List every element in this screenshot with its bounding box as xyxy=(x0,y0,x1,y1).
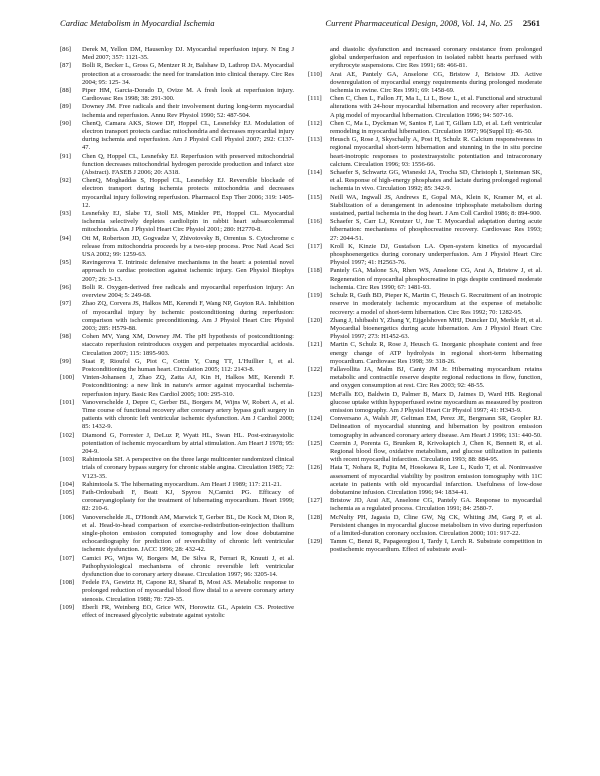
reference-entry xyxy=(308,267,542,292)
reference-entry xyxy=(60,259,294,284)
reference-text: Conversano A, Walsh JF, Geltman EM, Perez JE, Bergmann SR, Gropler RJ. Delineation of myocardial stunning and hibernation by positron emission tomography in advanced coronary artery disease. Am Heart J 1996; 131: 440-50. xyxy=(330,415,542,439)
reference-text: Heusch G, Rose J, Skyschally A, Post H, Schulz R. Calcium responsiveness in regional myocardial short-term hibernation and stunning in the in situ porcine heart-inotropic responses to postextrasystolic potentiation and intracoronary calcium. Circulation 1996; 93: 1556-66. xyxy=(330,136,542,168)
reference-number: [86] xyxy=(60,46,71,53)
reference-entry xyxy=(60,432,294,457)
reference-number: [126] xyxy=(308,464,323,472)
reference-entry xyxy=(308,95,542,120)
reference-entry xyxy=(60,399,294,432)
reference-number: [97] xyxy=(60,300,71,308)
reference-text: Cohen MV, Yang XM, Downey JM. The pH hypothesis of postconditioning: staccato reperfusion reintroduces oxygen and perpetuates myocardial acidosis. Circulation 2007; 115: 1895-903. xyxy=(82,333,294,357)
reference-number: [107] xyxy=(60,554,75,562)
reference-entry xyxy=(308,538,542,554)
reference-entry xyxy=(308,243,542,268)
journal-citation xyxy=(325,18,540,28)
reference-number: [87] xyxy=(60,62,71,70)
reference-text: Ravingerova T. Intrinsic defensive mechanisms in the heart: a potential novel approach to cardiac protection against ischemic injury. Gen Physiol Biophys 2007; 26: 3-13. xyxy=(82,259,294,283)
reference-entry xyxy=(60,62,294,87)
reference-number: [110] xyxy=(308,70,322,78)
left-reference-column xyxy=(60,46,294,620)
reference-text: Tamm C, Benzi R, Papageorgiou I, Tardy I, Lerch R. Substrate competition in postischemic myocardium. Effect of substrate avail- xyxy=(330,538,542,554)
reference-text: Schaefer S, Schwartz GG, Wisneski JA, Trocha SD, Christoph I, Steinman SK, et al. Response of high-energy phosphates and lactate during prolonged regional ischemia in vivo. Circulation 1992; 85: 342-9. xyxy=(330,169,542,193)
reference-entry xyxy=(60,153,294,178)
reference-text: Bolli R, Becker L, Gross G, Mentzer R Jr, Balshaw D, Lathrop DA. Myocardial protection at a crossroads: the need for translation into clinical therapy. Circ Res 2004; 95: 125- 34. xyxy=(82,62,294,86)
reference-entry xyxy=(60,481,294,489)
reference-text: Chen C, Ma L, Dyckman W, Santos F, Lai T, Gillam LD, et al. Left ventricular remodeling in myocardial hibernation. Circulation 1997; 96(Suppl II): 46-50. xyxy=(330,119,542,136)
reference-text: Arai AE, Pantely GA, Anselone CG, Bristow J, Bristow JD. Active downregulation of myocardial energy requirements during prolonged moderate ischemia in swine. Circ Res 1991; 69: 1458-69. xyxy=(330,70,542,95)
reference-entry xyxy=(308,341,542,366)
reference-number: [104] xyxy=(60,480,75,488)
reference-entry xyxy=(60,333,294,358)
reference-text: Neill WA, Ingwall JS, Andrews E, Gopal MA, Klein K, Kramer M, et al. Stabilization of a derangement in adenosine triphosphate metabolism during sustained, partial ischemia in the dog heart. J Am Coll Cardiol 1986; 8: 894-900. xyxy=(330,193,542,218)
reference-number: [106] xyxy=(60,513,75,521)
reference-entry xyxy=(60,46,294,62)
reference-number: [119] xyxy=(308,292,322,300)
reference-text: Zhang J, Ishibashi Y, Zhang Y, Eijgelshoven MHJ, Duncker DJ, Merkle H, et al. Myocardial bioenergetics during acute hibernation. Am J Physiol Heart Circ Physiol 1997; 273: H1452-63. xyxy=(330,316,542,341)
reference-entry xyxy=(60,300,294,333)
right-reference-column xyxy=(308,46,542,555)
reference-text: Bolli R. Oxygen-derived free radicals and myocardial reperfusion injury: An overview 2004; 5: 249-68. xyxy=(82,283,294,300)
reference-number: [128] xyxy=(308,513,323,521)
running-header xyxy=(60,18,540,32)
reference-number: [91] xyxy=(60,152,71,160)
reference-text: Fallavollita JA, Malm BJ, Canty JM Jr. Hibernating myocardium retains metabolic and contractile reserve despite regional reductions in flow, function, and oxygen consumption at rest. Circ Res 2003; 92: 48-55. xyxy=(330,365,542,390)
reference-entry xyxy=(60,456,294,481)
reference-text: Derek M, Yellon DM, Hausenloy DJ. Myocardial reperfusion injury. N Eng J Med 2007; 357: 1121-35. xyxy=(82,46,294,62)
reference-text: Eberli FR, Weinberg EO, Grice WN, Horowitz GL, Apstein CS. Protective effect of increased glycolytic substrate against systolic xyxy=(82,603,294,620)
reference-text: Vanoverschelde JL, D'Hondt AM, Marwick T, Gerber BL, De Kock M, Dion R, et al. Head-to-head comparison of exercise-redistribution-reinjection thallium single-photon emission computed tomography and low dose dobutamine echocardiography for prediction of reversibility of chronic left ventricular ischemic dysfunction. JACC 1996; 28: 432-42. xyxy=(82,513,294,554)
reference-number: [121] xyxy=(308,341,323,349)
reference-text: Rahimtoola S. The hibernating myocardium. Am Heart J 1989; 117: 211-21. xyxy=(82,480,282,488)
reference-entry xyxy=(308,194,542,219)
reference-number: [108] xyxy=(60,579,75,587)
reference-text: Vinten-Johansen J, Zhao ZQ, Zatta AJ, Kin H, Halkos ME, Kerendi F. Postconditioning: a new link in nature's armor against myocardial ischemia-reperfusion injury. Basic Res Cardiol 2005; 100: 295-310. xyxy=(82,374,294,398)
reference-text: Ott M, Robertson JD, Gogvadze V, Zhivotovsky B, Orrenius S. Cytochrome c release from mitochondria proceeds by a two-step process. Proc Natl Acad Sci USA 2002; 99: 1259-63. xyxy=(82,234,294,259)
reference-entry xyxy=(60,604,294,620)
reference-number: [123] xyxy=(308,390,323,398)
reference-number: [102] xyxy=(60,431,75,439)
reference-entry xyxy=(60,489,294,514)
reference-text: Martin C, Schulz R, Rose J, Heusch G. Inorganic phosphate content and free energy change of ATP hydrolysis in regional short-term hibernating myocardium. Cardiovasc Res 1998; 39: 318-26. xyxy=(330,341,542,365)
reference-number: [114] xyxy=(308,169,322,177)
reference-entry xyxy=(60,358,294,374)
page-number: 2561 xyxy=(522,18,540,28)
reference-entry xyxy=(60,103,294,119)
reference-entry xyxy=(308,317,542,342)
reference-text: ChenQ, Camara AKS, Stowe DF, Hoppel CL, Lesnefsky EJ. Modulation of electron transport protects cardiac mitochondria and decreases myocardial injury during ischemia and reperfusion. Am J Physiol Cell Physiol 2007; 292: C137-47. xyxy=(82,119,294,152)
reference-entry xyxy=(60,120,294,153)
reference-entry xyxy=(60,87,294,103)
reference-entry xyxy=(308,497,542,513)
reference-number: [122] xyxy=(308,365,323,373)
reference-text: Chen C, Chen L, Fallon JT, Ma L, Li L, Bow L, et al. Functional and structural alterations with 24-hour myocardial hibernation and recovery after reperfusion. A pig model of myocardial hibernation. Circulation 1996; 94: 507-16. xyxy=(330,95,542,119)
reference-entry xyxy=(308,440,542,465)
reference-number: [101] xyxy=(60,398,75,406)
reference-text: Diamond G, Forrester J, DeLuz P, Wyatt HL, Swan HL. Post-extrasystolic potentiation of ischemic myocardium by atrial stimulation. Am Heart J 1978; 95: 204-9. xyxy=(82,431,295,455)
reference-entry xyxy=(308,120,542,136)
reference-entry xyxy=(60,177,294,210)
reference-text: McNulty PH, Jagasia D, Cline GW, Ng CK, Whiting JM, Garg P, et al. Persistent changes in myocardial glucose metabolism in vivo during reperfusion of a limited-duration coronary occlusion. Circulation 2000; 101: 917-22. xyxy=(330,513,542,537)
reference-number: [127] xyxy=(308,497,323,505)
reference-text: Downey JM. Free radicals and their involvement during long-term myocardial ischemia and reperfusion. Annu Rev Physiol 1990; 52: 487-504. xyxy=(82,103,294,119)
reference-entry xyxy=(60,555,294,580)
reference-text: Kroll K, Kinzie DJ, Gustafson LA. Open-system kinetics of myocardial phosphoenergetics during coronary underperfusion. Am J Physiol Heart Circ Physiol 1997; 41: H2563-76. xyxy=(330,242,542,267)
reference-entry xyxy=(308,292,542,317)
reference-text: Rahimtoola SH. A perspective on the three large multicenter randomized clinical trials of coronary bypass surgery for chronic stable angina. Circulation 1985; 72: V123-35. xyxy=(82,456,294,480)
reference-text: Staat P, Rioufol G, Piot C, Cottin Y, Cung TT, L'Huillier I, et al. Postconditioning the human heart. Circulation 2005; 112: 2143-8. xyxy=(82,357,294,373)
reference-text: Lesnefsky EJ, Slabe TJ, Stoll MS, Minkler PE, Hoppel CL. Myocardial ischemia selectively depletes cardiolipin in rabbit heart subsarcolemmal mitochondria. Am J Physiol Heart Circ Physiol 2001; 280: H2770-8. xyxy=(82,210,294,234)
reference-number: [117] xyxy=(308,242,322,250)
reference-number: [88] xyxy=(60,87,71,95)
reference-entry xyxy=(308,415,542,440)
reference-continuation: and diastolic dysfunction and increased coronary resistance from prolonged global underperfusion and reperfusion in isolated rabbit hearts perfused with erythrocyte suspensions. Circ Res 1991; 68: 466-81. xyxy=(330,46,542,70)
reference-text: Camici PG, Wijns W, Borgers M, De Silva R, Ferrari R, Knuuti J, et al. Pathophysiological mechanisms of chronic reversible left ventricular dysfunction due to coronary artery disease. Circulation 1997; 96: 3205-14. xyxy=(82,554,294,578)
reference-number: [89] xyxy=(60,103,71,111)
reference-number: [94] xyxy=(60,234,71,242)
reference-text: Bristow JD, Arai AE, Anselone CG, Pantely GA. Response to myocardial ischemia as a regulated process. Circulation 1991; 84: 2580-7. xyxy=(330,497,542,513)
reference-number: [120] xyxy=(308,316,323,324)
reference-number: [90] xyxy=(60,119,71,127)
reference-text: Fedele FA, Gewirtz H, Capone RJ, Sharaf B, Most AS. Metabolic response to prolonged reduction of myocardial blood flow distal to a severe coronary artery stenosis. Circulation 1988; 78: 729-35. xyxy=(82,579,294,603)
reference-number: [112] xyxy=(308,119,322,127)
reference-number: [105] xyxy=(60,488,75,496)
reference-entry xyxy=(60,284,294,300)
reference-entry xyxy=(308,391,542,416)
reference-entry xyxy=(308,464,542,497)
reference-number: [111] xyxy=(308,95,322,103)
reference-number: [98] xyxy=(60,333,71,341)
reference-number: [118] xyxy=(308,267,322,275)
reference-number: [96] xyxy=(60,283,71,291)
reference-number: [129] xyxy=(308,538,323,546)
reference-number: [93] xyxy=(60,210,71,218)
reference-text: McFalls EO, Baldwin D, Palmer B, Marx D, Jaimes D, Ward HB. Regional glucose uptake within hypoperfused swine myocardium as measured by positron emission tomography. Am J Physiol Heart Cir Physiol 1997; 41: H343-9. xyxy=(330,390,542,414)
reference-number: [125] xyxy=(308,439,323,447)
reference-text: Fath-Ordoubadi F, Beatt KJ, Spyrou N,Camici PG. Efficacy of coronaryangioplasty for the treatment of hibernating myocardium. Heart 1999; 82: 210-6. xyxy=(82,488,294,513)
reference-text: Hata T, Nohara R, Fujita M, Hosokawa R, Lee L, Kudo T, et al. Noninvasive assessment of myocardial viability by positron emission tomography with 11C acetate in patients with old myocardial infarction. Usefulness of low-dose dobutamine infusion. Circulation 1996; 94: 1834-41. xyxy=(330,464,542,496)
journal-name: Current Pharmaceutical Design, 2008, Vol. 14, No. 25 xyxy=(325,18,513,28)
reference-entry xyxy=(308,71,542,96)
reference-text: Schulz R, Guth BD, Pieper K, Martin C, Heusch G. Recruitment of an inotropic reserve in moderately ischemic myocardium at the expense of metabolic recovery: a model of short-term hibernation. Circ Res 1992; 70: 1282-95. xyxy=(330,292,542,316)
reference-number: [100] xyxy=(60,374,75,382)
reference-entry xyxy=(60,235,294,260)
reference-number: [103] xyxy=(60,456,75,464)
reference-text: Pantely GA, Malone SA, Rhen WS, Anselone CG, Arai A, Bristow J, et al. Regeneration of myocardial phosphocreatine in pigs despite continued moderate ischemia. Circ Res 1990; 67: 1481-93. xyxy=(330,267,542,291)
reference-number: [92] xyxy=(60,177,71,185)
reference-number: [115] xyxy=(308,193,322,201)
reference-entry xyxy=(60,374,294,399)
reference-number: [95] xyxy=(60,259,71,267)
reference-entry xyxy=(308,218,542,243)
reference-entry xyxy=(308,366,542,391)
reference-text: Piper HM, Garcia-Dorado D, Ovize M. A fresh look at reperfusion injury. Cardiovasc Res 1998; 38: 291-300. xyxy=(82,87,294,103)
reference-text: Czernin J, Porenta G, Brunken R, Krivokapich J, Chen K, Bennett R, et al. Regional blood flow, oxidative metabolism, and glucose utilization in patients with recent myocardial infarction. Circulation 1993; 88: 884-95. xyxy=(330,439,542,464)
reference-number: [109] xyxy=(60,603,75,611)
reference-entry xyxy=(308,136,542,169)
reference-text: Vanoverschelde J, Depre C, Gerber BL, Borgers M, Wijns W, Robert A, et al. Time course of functional recovery after coronary artery bypass graft surgery in patients with chronic left ventricular ischemic dysfunction. Am J Cardiol 2000; 85: 1432-9. xyxy=(82,398,294,431)
reference-text: Zhao ZQ, Corvera JS, Halkos ME, Kerendi F, Wang NP, Guyton RA. Inhibition of myocardial injury by ischemic postconditioning during reperfusion: comparison with ischemic preconditioning. Am J Physiol Heart Circ Physiol 2003; 285: H579-88. xyxy=(82,300,294,332)
running-title: Cardiac Metabolism in Myocardial Ischemia xyxy=(60,18,215,28)
reference-number: [113] xyxy=(308,136,322,144)
reference-entry xyxy=(308,169,542,194)
reference-entry xyxy=(60,579,294,604)
reference-entry xyxy=(60,210,294,235)
reference-entry xyxy=(60,514,294,555)
reference-number: [116] xyxy=(308,218,322,226)
reference-text: Schaefer S, Carr LJ, Kreutzer U, Jue T. Myocardial adaptation during acute hibernation: mechanisms of phosphocreatine recovery. Cardiovasc Res 1993; 27: 2044-51. xyxy=(330,218,542,242)
reference-text: Chen Q, Hoppel CL, Lesnefsky EJ. Reperfusion with preserved mitochondrial function decreases mitochondrial hydrogen peroxide production and infarct size (Abstract). FASEB J 2006; 20: A318. xyxy=(82,152,294,177)
reference-entry xyxy=(308,514,542,539)
reference-text: ChenQ, Moghaddas S, Hoppel CL, Lesnefsky EJ. Reversible blockade of electron transport during ischemia protects mitochondria and decreases myocardial injury following reperfusion. Pharmacol Exp Ther 2006; 319: 1405-12. xyxy=(82,177,294,209)
reference-number: [124] xyxy=(308,415,323,423)
reference-number: [99] xyxy=(60,357,71,365)
